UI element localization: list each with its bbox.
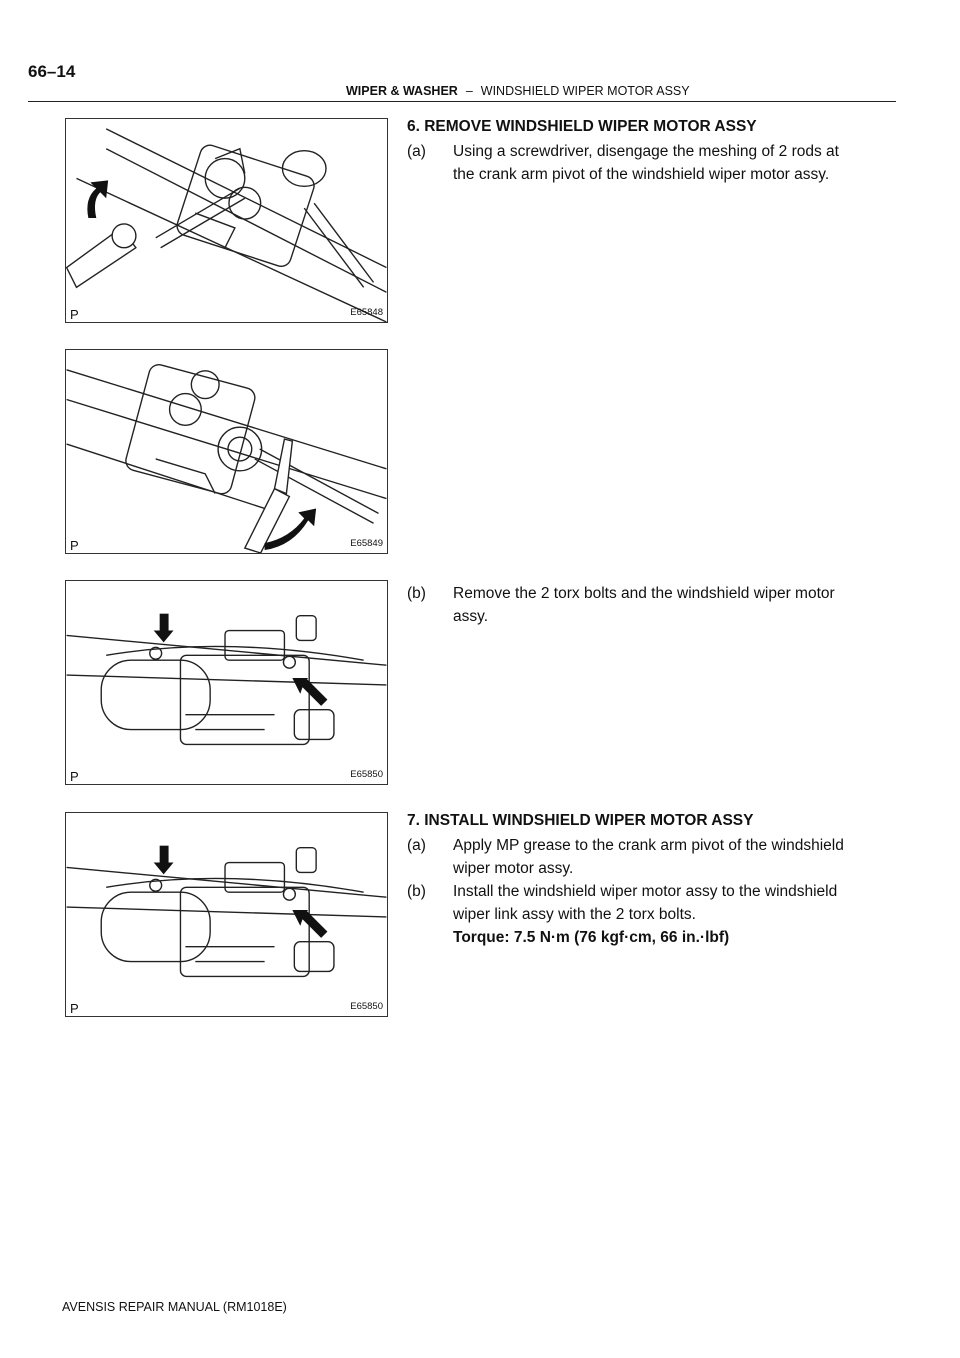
figure-corner-label: P [70, 307, 79, 322]
figure-crank-arm-pry [65, 118, 388, 323]
step-7a-line-1: Apply MP grease to the crank arm pivot of the windshield [453, 837, 844, 854]
figure-corner-label: P [70, 538, 79, 553]
step-7a-line-2: wiper motor assy. [453, 860, 574, 877]
rotate-arrow-icon [87, 180, 108, 218]
header-separator: – [465, 84, 473, 98]
step-7b-line-2: wiper link assy with the 2 torx bolts. [453, 906, 696, 923]
step-7b [407, 880, 897, 949]
figure-corner-label: P [70, 769, 79, 784]
manual-footer: AVENSIS REPAIR MANUAL (RM1018E) [62, 1300, 287, 1314]
running-header [346, 84, 690, 98]
step-6-title: 6. REMOVE WINDSHIELD WIPER MOTOR ASSY [407, 118, 757, 135]
figure-code: E65850 [350, 1001, 383, 1012]
step-6a [407, 140, 897, 186]
step-6b [407, 582, 897, 628]
down-arrow-icon [154, 863, 174, 875]
step-7b-line-1: Install the windshield wiper motor assy to the windshield [453, 883, 838, 900]
step-6a-line-2: the crank arm pivot of the windshield wiper motor assy. [453, 166, 830, 183]
crank-arm-illustration [66, 119, 387, 322]
second-rod-illustration [66, 350, 387, 553]
step-label: (a) [407, 143, 426, 160]
step-label: (b) [407, 585, 426, 602]
step-7-title: 7. INSTALL WINDSHIELD WIPER MOTOR ASSY [407, 812, 754, 829]
header-rule [28, 101, 896, 102]
figure-code: E65848 [350, 307, 383, 318]
figure-code: E65850 [350, 769, 383, 780]
down-arrow-icon [154, 631, 174, 643]
header-section: WIPER & WASHER [346, 84, 458, 98]
figure-motor-bolts-install [65, 812, 388, 1017]
step-label: (b) [407, 883, 426, 900]
motor-bolts-illustration [66, 813, 387, 1016]
torque-spec: Torque: 7.5 N·m (76 kgf·cm, 66 in.·lbf) [453, 929, 730, 946]
figure-code: E65849 [350, 538, 383, 549]
step-6a-line-1: Using a screwdriver, disengage the meshing of 2 rods at [453, 143, 839, 160]
step-6b-line-2: assy. [453, 608, 489, 625]
header-subsection: WINDSHIELD WIPER MOTOR ASSY [480, 84, 690, 98]
figure-second-rod-pry [65, 349, 388, 554]
figure-motor-bolts-remove [65, 580, 388, 785]
motor-bolts-illustration [66, 581, 387, 784]
step-7a [407, 834, 897, 880]
figure-corner-label: P [70, 1001, 79, 1016]
step-label: (a) [407, 837, 426, 854]
page-number: 66–14 [28, 62, 76, 81]
step-6b-line-1: Remove the 2 torx bolts and the windshield wiper motor [453, 585, 835, 602]
